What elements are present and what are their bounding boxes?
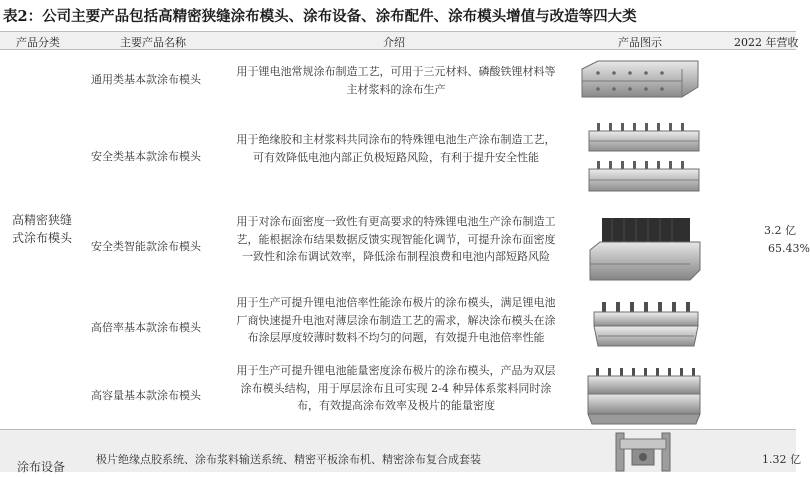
group-category-die: 高精密狭缝式涂布模头 xyxy=(11,213,72,245)
product-image-general-die xyxy=(578,57,702,101)
table-title: 表2：公司主要产品包括高精密狭缝涂布模头、涂布设备、涂布配件、涂布模头增值与改造等四大类 xyxy=(3,8,637,25)
product-name: 高容量基本款涂布模头 xyxy=(91,389,201,402)
product-intro: 用于生产可提升锂电池倍率性能涂布极片的涂布模头，满足锂电池厂商快速提升电池对薄层涂布制造工艺的需求，解决涂布模头在涂布涂层厚度较薄时数料不均匀的问题，有效提升电池倍率性能 xyxy=(236,296,556,344)
product-image-smart-die xyxy=(588,214,702,284)
header-category: 产品分类 xyxy=(16,36,60,49)
header-product-name: 主要产品名称 xyxy=(120,36,186,49)
group-category-equipment: 涂布设备 xyxy=(17,460,66,474)
product-intro: 用于对涂布面密度一致性有更高要求的特殊锂电池生产涂布制造工艺，能根据涂布结果数据反馈实现智能化调节，可提升涂布面密度一致性和涂布调试效率，降低涂布制程浪费和电池内部短路风险 xyxy=(236,215,556,263)
product-intro: 用于锂电池常规涂布制造工艺，可用于三元材料、磷酸铁锂材料等主材浆料的涂布生产 xyxy=(236,65,556,96)
product-intro: 用于绝缘胶和主材浆料共同涂布的特殊锂电池生产涂布制造工艺，可有效降低电池内部正负极短路风险，有利于提升安全性能 xyxy=(236,133,556,164)
revenue-share: 65.43% xyxy=(768,242,810,255)
header-revenue: 2022 年营收 xyxy=(734,36,799,49)
revenue-value: 1.32 亿 xyxy=(762,453,801,466)
product-intro: 极片绝缘点胶系统、涂布浆料输送系统、精密平板涂布机、精密涂布复合成套装 xyxy=(96,453,481,466)
header-intro: 介绍 xyxy=(383,36,405,49)
product-name: 通用类基本款涂布模头 xyxy=(91,73,201,86)
product-image-safety-die xyxy=(587,119,701,195)
product-name: 高倍率基本款涂布模头 xyxy=(91,321,201,334)
product-intro: 用于生产可提升锂电池能量密度涂布极片的涂布模头，产品为双层涂布模头结构，用于厚层涂布且可实现 2-4 种异体系浆料同时涂布，有效提高涂布效率及极片的能量密度 xyxy=(236,364,556,412)
product-image-coating-equipment xyxy=(606,431,680,471)
table-header xyxy=(0,31,799,50)
product-name: 安全类基本款涂布模头 xyxy=(91,150,201,163)
header-image: 产品图示 xyxy=(618,36,662,49)
product-image-high-rate-die xyxy=(590,300,702,350)
revenue-value: 3.2 亿 xyxy=(764,224,796,237)
product-name: 安全类智能款涂布模头 xyxy=(91,240,201,253)
product-image-high-capacity-die xyxy=(586,366,702,426)
